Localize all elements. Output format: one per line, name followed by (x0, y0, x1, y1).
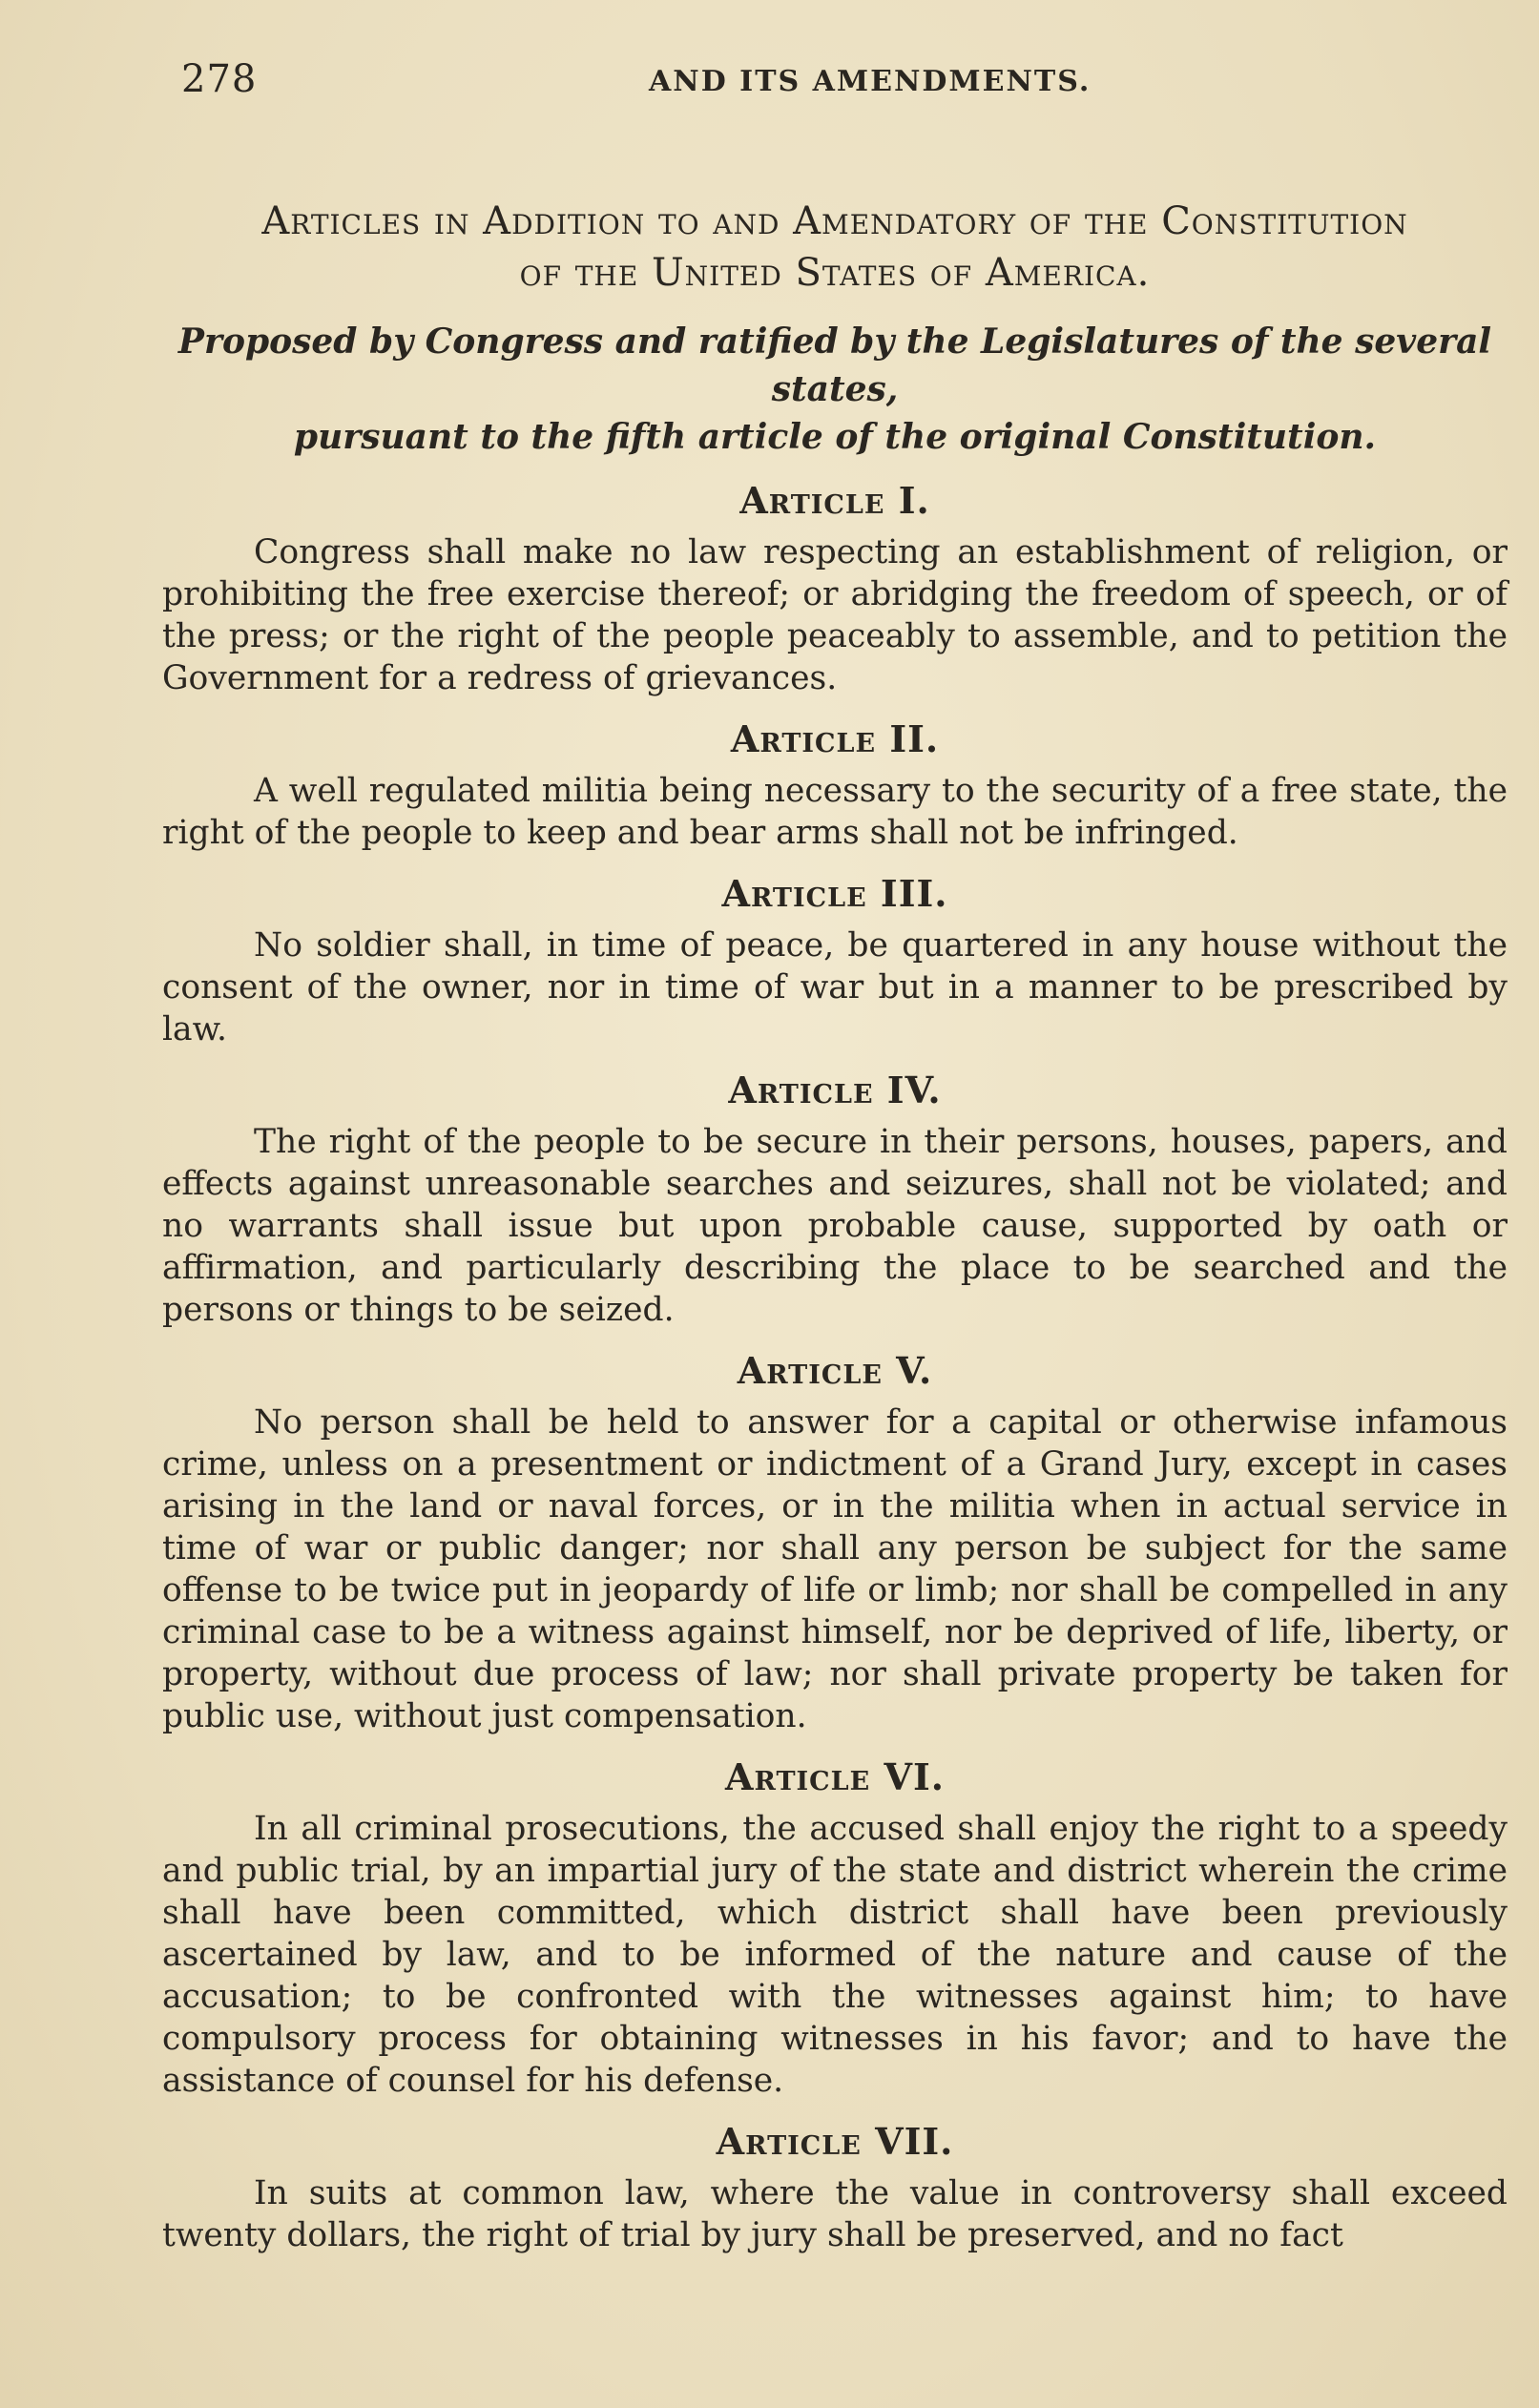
article-text: In suits at common law, where the value in controversy shall exceed twenty dollars, the right of trial by jury shall be preserved, and no fact (162, 2174, 1508, 2254)
subheading (162, 318, 1508, 461)
running-title: AND ITS AMENDMENTS. (649, 65, 1092, 98)
article-2 (162, 716, 1508, 854)
article-title: Article V. (737, 1349, 933, 1392)
article-title: Article VI. (725, 1755, 945, 1798)
running-head (181, 57, 1183, 114)
article-title: Article III. (721, 872, 948, 915)
subheading-line-2: pursuant to the fifth article of the original Constitution. (293, 417, 1377, 457)
article-3 (162, 871, 1508, 1050)
article-7 (162, 2119, 1508, 2256)
article-5 (162, 1348, 1508, 1737)
article-title: Article II. (730, 717, 940, 760)
article-text: A well regulated militia being necessary to the security of a free state, the right of the people to keep and bear arms shall not be infringed. (162, 772, 1508, 852)
article-title: Article I. (739, 479, 930, 522)
article-title: Article IV. (728, 1069, 942, 1111)
main-heading-line-2: of the United States of America. (519, 251, 1151, 295)
article-text: In all criminal prosecutions, the accused shall enjoy the right to a speedy and public trial, by an impartial jury of the state and district wherein the crime shall have been committed, which district shall have been previously ascertained by law, and to be informed of the nature and cause of the accusation; to be confronted with the witnesses against him; to have compulsory process for obtaining witnesses in his favor; and to have the assistance of counsel for his defense. (162, 1810, 1508, 2100)
article-text: Congress shall make no law respecting an establishment of religion, or prohibiting the free exercise thereof; or abridging the freedom of speech, or of the press; or the right of the people peaceably to assemble, and to petition the Government for a redress of grievances. (162, 533, 1508, 697)
article-text: The right of the people to be secure in their persons, houses, papers, and effects against unreasonable searches and seizures, shall not be violated; and no warrants shall issue but upon probable cause, supported by oath or affirmation, and particularly describing the place to be searched and the persons or things to be seized. (162, 1123, 1508, 1329)
article-1 (162, 478, 1508, 699)
subheading-line-1: Proposed by Congress and ratified by the Legislatures of the several states, (177, 322, 1492, 409)
page-content (162, 196, 1508, 2256)
page-number: 278 (181, 57, 258, 101)
article-text: No person shall be held to answer for a capital or otherwise infamous crime, unless on a presentment or indictment of a Grand Jury, except in cases arising in the land or naval forces, or in the militia when in actual service in time of war or public danger; nor shall any person be subject for the same offense to be twice put in jeopardy of life or limb; nor shall be compelled in any criminal case to be a witness against himself, nor be deprived of life, liberty, or property, without due process of law; nor shall private property be taken for public use, without just compensation. (162, 1403, 1508, 1735)
main-heading-line-1: Articles in Addition to and Amendatory of the Constitution (261, 199, 1408, 243)
article-title: Article VII. (716, 2120, 954, 2163)
article-6 (162, 1754, 1508, 2102)
article-4 (162, 1068, 1508, 1331)
main-heading (162, 196, 1508, 299)
article-text: No soldier shall, in time of peace, be quartered in any house without the consent of the owner, nor in time of war but in a manner to be prescribed by law. (162, 926, 1508, 1048)
